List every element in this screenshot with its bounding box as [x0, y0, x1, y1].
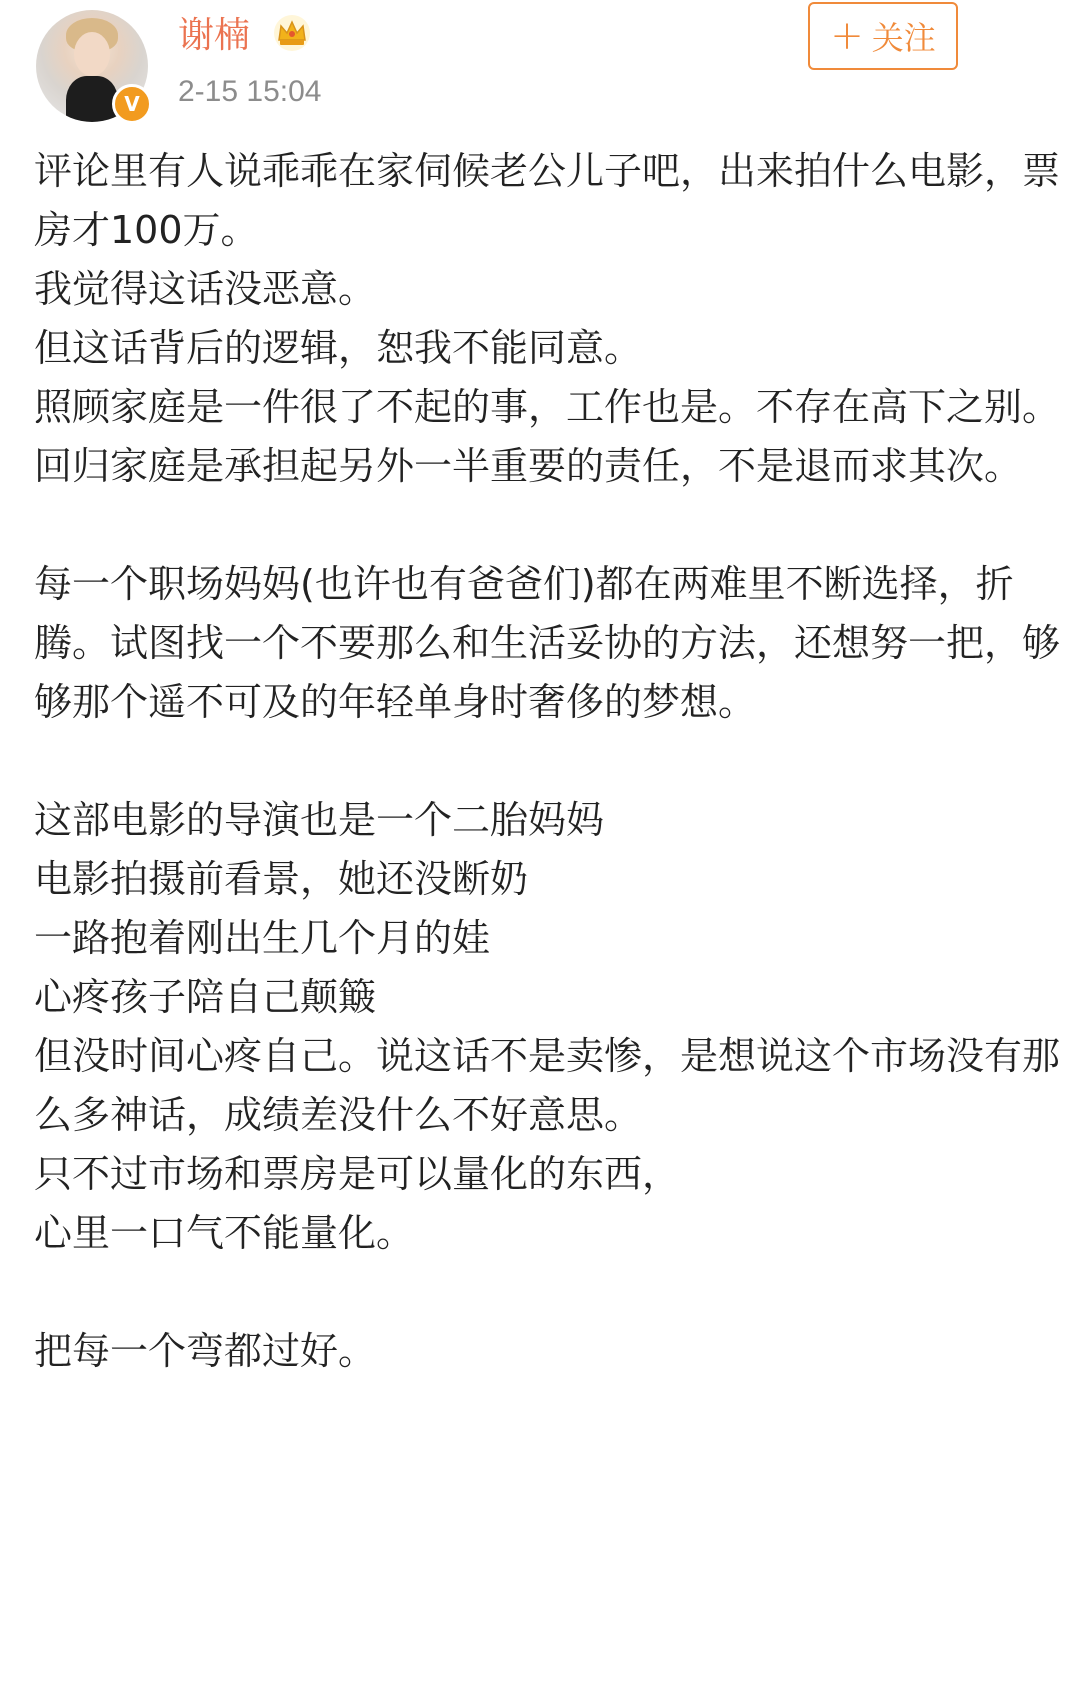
post-paragraph: 评论里有人说乖乖在家伺候老公儿子吧，出来拍什么电影，票房才100万。: [34, 149, 1061, 252]
post-paragraph: 电影拍摄前看景，她还没断奶: [34, 857, 529, 901]
post-paragraph: 只不过市场和票房是可以量化的东西，: [34, 1152, 681, 1196]
paragraph-spacer: [34, 496, 1064, 555]
plus-icon: +: [830, 13, 864, 59]
follow-label: 关注: [871, 19, 936, 57]
author-name[interactable]: 谢楠: [178, 15, 251, 56]
follow-button[interactable]: [808, 2, 958, 70]
post-paragraph: 但没时间心疼自己。说这话不是卖惨，是想说这个市场没有那么多神话，成绩差没什么不好意思。: [34, 1034, 1061, 1137]
avatar[interactable]: [36, 10, 148, 122]
post-paragraph: 心疼孩子陪自己颠簸: [34, 975, 377, 1019]
post-paragraph: 把每一个弯都过好。: [34, 1329, 377, 1373]
paragraph-spacer: [34, 732, 1064, 791]
post-paragraph: 每一个职场妈妈(也许也有爸爸们)都在两难里不断选择，折腾。试图找一个不要那么和生活妥协的方法，还想努一把，够够那个遥不可及的年轻单身时奢侈的梦想。: [34, 562, 1061, 724]
post-paragraph: 一路抱着刚出生几个月的娃: [34, 916, 491, 960]
post-timestamp: 2-15 15:04: [178, 75, 322, 108]
crown-icon[interactable]: [272, 14, 312, 52]
post-body: [34, 142, 1064, 1381]
avatar-face: [74, 32, 110, 76]
post-paragraph: 我觉得这话没恶意。: [34, 267, 377, 311]
post-header: [0, 0, 1080, 130]
verified-badge-icon: V: [112, 84, 152, 124]
avatar-body: [66, 76, 118, 122]
paragraph-spacer: [34, 1263, 1064, 1322]
post-paragraph: 但这话背后的逻辑，恕我不能同意。: [34, 326, 643, 370]
post-paragraph: 照顾家庭是一件很了不起的事，工作也是。不存在高下之别。回归家庭是承担起另外一半重要的责任，不是退而求其次。: [34, 385, 1061, 488]
post-paragraph: 心里一口气不能量化。: [34, 1211, 415, 1255]
post-paragraph: 这部电影的导演也是一个二胎妈妈: [34, 798, 605, 842]
